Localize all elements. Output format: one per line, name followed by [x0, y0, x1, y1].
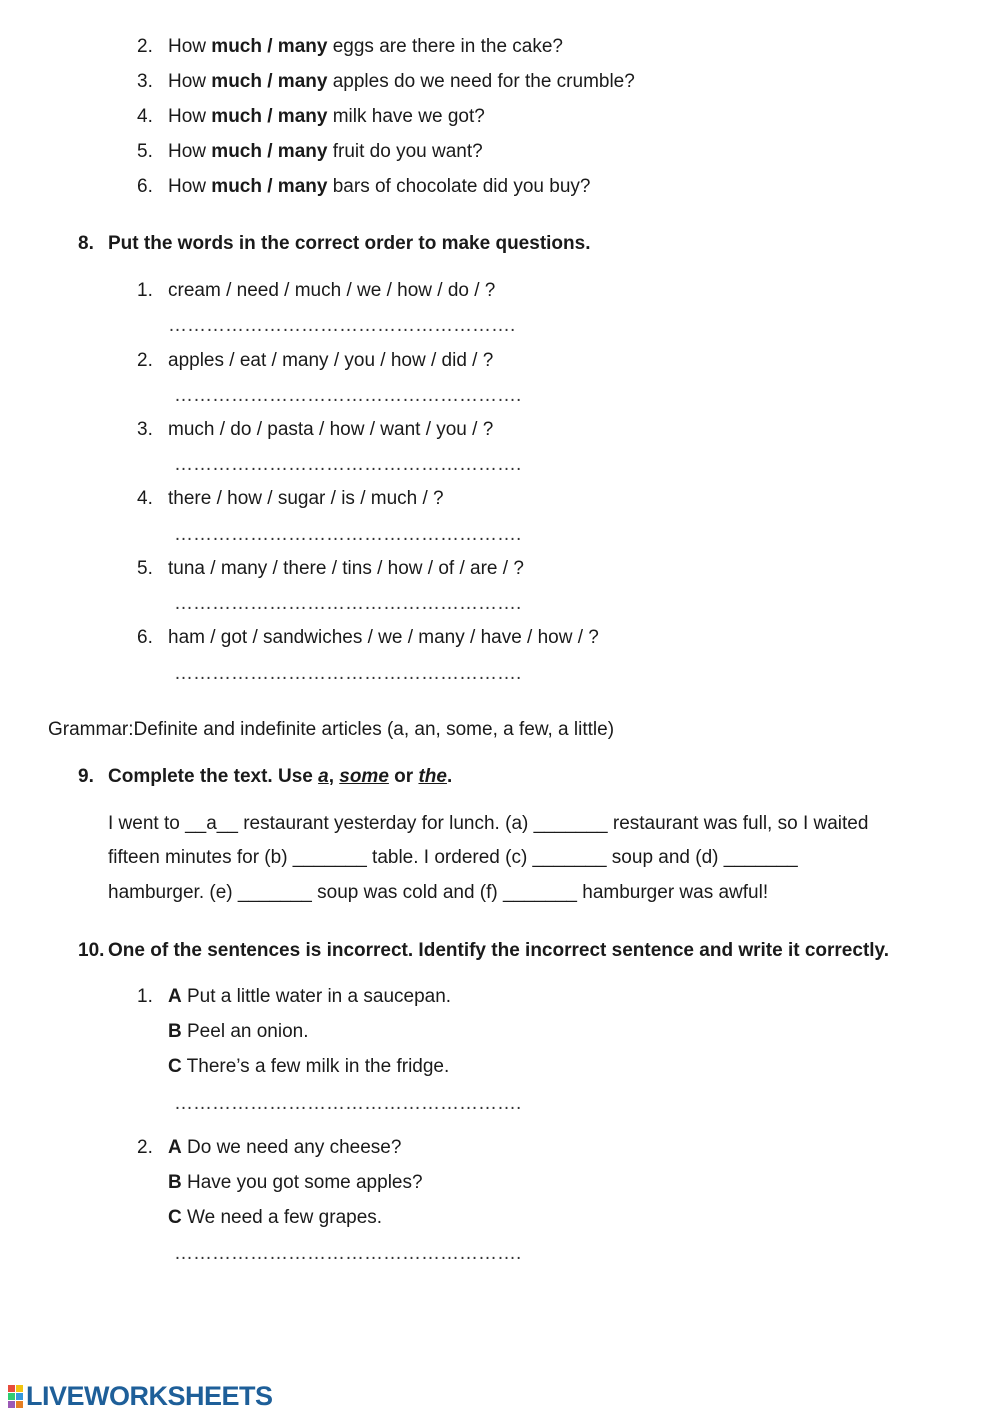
answer-line[interactable]: ………………………………………………. — [174, 1093, 522, 1114]
item-number: 6. — [137, 627, 153, 648]
item-number: 2. — [137, 1137, 153, 1158]
item-text: there / how / sugar / is / much / ? — [168, 488, 444, 509]
item-number: 3. — [137, 71, 153, 92]
cloze-text-line[interactable]: hamburger. (e) _______ soup was cold and (f) _______ hamburger was awful! — [108, 882, 769, 903]
answer-line[interactable]: ………………………………………………. — [174, 663, 522, 684]
item-number: 5. — [137, 141, 153, 162]
item-number: 2. — [137, 350, 153, 371]
item-number: 1. — [137, 986, 153, 1007]
item-text: much / do / pasta / how / want / you / ? — [168, 419, 494, 440]
answer-line[interactable]: ………………………………………………. — [174, 1243, 522, 1264]
item-text: How much / many bars of chocolate did you buy? — [168, 176, 591, 197]
answer-line[interactable]: ………………………………………………. — [174, 385, 522, 406]
item-text: apples / eat / many / you / how / did / ? — [168, 350, 494, 371]
item-number: 5. — [137, 558, 153, 579]
cloze-text-line[interactable]: fifteen minutes for (b) _______ table. I ordered (c) _______ soup and (d) _______ — [108, 847, 798, 868]
cloze-text-line[interactable]: I went to __a__ restaurant yesterday for lunch. (a) _______ restaurant was full, so I waited — [108, 813, 869, 834]
item-text: tuna / many / there / tins / how / of / are / ? — [168, 558, 524, 579]
option-c[interactable]: C We need a few grapes. — [168, 1207, 383, 1228]
option-a[interactable]: A Do we need any cheese? — [168, 1137, 402, 1158]
item-number: 4. — [137, 488, 153, 509]
option-c[interactable]: C There’s a few milk in the fridge. — [168, 1056, 450, 1077]
item-text: How much / many apples do we need for the crumble? — [168, 71, 635, 92]
item-number: 3. — [137, 419, 153, 440]
answer-line[interactable]: ………………………………………………. — [174, 593, 522, 614]
option-b[interactable]: B Peel an onion. — [168, 1021, 309, 1042]
exercise-title: Complete the text. Use a, some or the. — [108, 766, 453, 787]
answer-line[interactable]: ………………………………………………. — [174, 454, 522, 475]
item-number: 4. — [137, 106, 153, 127]
logo-blocks-icon — [8, 1385, 23, 1408]
item-text: ham / got / sandwiches / we / many / have / how / ? — [168, 627, 599, 648]
option-a[interactable]: A Put a little water in a saucepan. — [168, 986, 452, 1007]
option-b[interactable]: B Have you got some apples? — [168, 1172, 423, 1193]
item-number: 6. — [137, 176, 153, 197]
liveworksheets-logo — [8, 1381, 273, 1411]
grammar-heading: Grammar:Definite and indefinite articles (a, an, some, a few, a little) — [48, 719, 615, 740]
item-text: How much / many eggs are there in the cake? — [168, 36, 563, 57]
logo-text: LIVEWORKSHEETS — [26, 1380, 273, 1411]
item-text: How much / many milk have we got? — [168, 106, 485, 127]
exercise-title: One of the sentences is incorrect. Identify the incorrect sentence and write it correctly. — [108, 940, 889, 961]
answer-line[interactable]: ………………………………………………. — [168, 315, 516, 336]
exercise-number: 9. — [78, 766, 94, 787]
answer-line[interactable]: ………………………………………………. — [174, 524, 522, 545]
exercise-number: 10. — [78, 940, 105, 961]
item-text: How much / many fruit do you want? — [168, 141, 483, 162]
item-number: 2. — [137, 36, 153, 57]
exercise-number: 8. — [78, 233, 94, 254]
item-number: 1. — [137, 280, 153, 301]
exercise-title: Put the words in the correct order to make questions. — [108, 233, 591, 254]
item-text: cream / need / much / we / how / do / ? — [168, 280, 496, 301]
